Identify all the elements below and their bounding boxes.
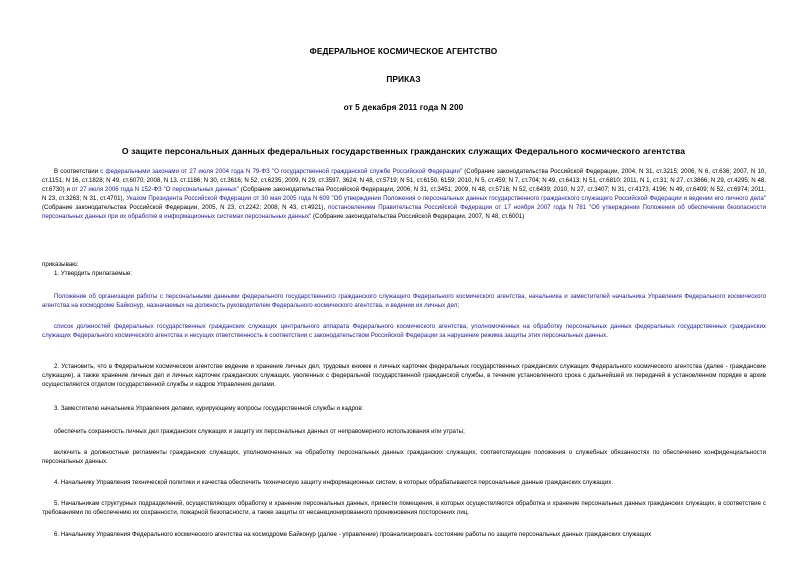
item-1b-tail: . bbox=[606, 332, 608, 339]
item-1a bbox=[42, 292, 766, 310]
document-date-number: от 5 декабря 2011 года N 200 bbox=[343, 102, 464, 112]
document-title: О защите персональных данных федеральных государственных гражданских служащих Федерального космического агентства bbox=[121, 146, 686, 156]
item-6: 6. Начальнику Управления Федерального космического агентства на космодроме Байконур (далее - управление) проанализировать состояние работы по защите персональных данных гражданских служащих bbox=[54, 531, 652, 538]
item-2: 2. Установить, что в Федеральном космическом агентстве ведение и хранение личных дел, трудовых книжек и личных карточек федеральных государственных гражданских служащих Федерального космического агентства (далее - гражданские служащие), а также хранение личных дел и личных карточек гражданских служащих, уволенных с федеральной государственной гражданской службы, в течение установленного срока с дальнейшей их передачей в установленном порядке в архив осуществляются отделом государственной службы и кадров Управления делами. bbox=[42, 363, 766, 388]
law-152-link[interactable]: от 27 июля 2006 года N 152-ФЗ "О персональных данных" bbox=[71, 186, 239, 193]
item-5: 5. Начальникам структурных подразделений, осуществляющих обработку и хранение персональных данных, привести помещения, в которых осуществляются обработка и хранение персональных данных гражданских служащих, в соответствие с требованиями по обеспечению их сохранности, пожарной безопасности, а также защиты от несанкционированного проникновения посторонних лиц. bbox=[42, 500, 766, 516]
item-3: 3. Заместителю начальника Управления делами, курирующему вопросы государственной службы и кадров: bbox=[54, 405, 364, 412]
government-resolution-link[interactable]: постановлением Правительства Российской Федерации от 17 ноября 2007 года N 781 "Об утверждении Положения об обеспечении безопасности персональных данных при их обработке в информационных системах персональных данных" bbox=[42, 204, 767, 220]
item-3b: включить в должностные регламенты гражданских служащих, уполномоченных на обработку персональных данных гражданских служащих, соответствующие положения о служебных обязанностях по обеспечению конфиденциальности персональных данных. bbox=[42, 449, 766, 465]
item-4: 4. Начальнику Управления технической политики и качества обеспечить техническую защиту информационных систем, в которых обрабатываются персональные данные гражданских служащих. bbox=[54, 479, 614, 486]
item-1b bbox=[42, 322, 766, 340]
item-1a-tail: ; bbox=[457, 302, 460, 309]
federal-laws-link[interactable]: с федеральными законами от 27 июля 2004 года N 79-ФЗ "О государственной гражданской службе Российской Федерации" bbox=[100, 168, 463, 175]
order-word: приказываю: bbox=[42, 261, 79, 268]
agency-name: ФЕДЕРАЛЬНОЕ КОСМИЧЕСКОЕ АГЕНТСТВО bbox=[309, 46, 498, 56]
preamble-text: (Собрание законодательства Российской Федерации, 2004, N 31, ст.3215; 2006, N 6, ст.636; 2007, N 10, ст.1151; N 16, ст.1828; N 49, ст.6070; 2008, N 13, ст.1186; N 30, ст.3616; N 52, ст.6235; 2009, N 29, ст.3597, 3624; N 48, ст.5719; N 51, ст.6150, 6159; 2010, N 5, ст.459; N 7, ст.704; N 49, ст.6413; N 51, ст.6810; 2011, N 1, ст.31; N 27, ст.3866; N 29, ст.4295; N 48, ст.6730) и bbox=[42, 168, 766, 193]
document-type: ПРИКАЗ bbox=[386, 74, 421, 84]
preamble-paragraph bbox=[42, 167, 766, 221]
preamble-text: (Собрание законодательства Российской Федерации, 2007, N 48, ст.6001) bbox=[311, 213, 525, 220]
item-1: 1. Утвердить прилагаемые: bbox=[54, 270, 133, 277]
item-3a: обеспечить сохранность личных дел гражданских служащих и защиту их персональных данных от неправомерного использования или утраты; bbox=[54, 428, 465, 435]
preamble-text: В соответствии bbox=[54, 168, 101, 175]
presidential-decree-link[interactable]: Указом Президента Российской Федерации от 30 мая 2005 года N 609 "Об утверждении Положения о персональных данных государственного гражданского служащего Российской Федерации и ведении его личного дела" bbox=[126, 195, 766, 202]
preamble-text: (Собрание законодательства Российской Федерации, 2005, N 23, ст.2242; 2008, N 43, ст.4921), bbox=[42, 204, 329, 211]
preamble-text: (Собрание законодательства Российской Федерации, 2006, N 31, ст.3451; 2009, N 48, ст.5716; N 52, ст.6439; 2010, N 27, ст.3407; N 31, ст.4173, 4196; N 49, ст.6409; N 52, ст.6974; 2011, N 23, ст.3263; N 31, ст.4701), bbox=[42, 186, 766, 202]
regulation-link[interactable]: Положение об организации работы с персональными данными федерального государственного гражданского служащего Федерального космического агентства, начальника и заместителей начальника Управления Федерального космического агентства на космодроме Байконур, назначаемых на должность руководителем Федерального космического агентства, и ведении их личных дел bbox=[42, 293, 766, 309]
positions-list-link[interactable]: список должностей федеральных государственных гражданских служащих центрального аппарата Федерального космического агентства, уполномоченных на обработку персональных данных федеральных государственных гражданских служащих Федерального космического агентства и несущих ответственность в соответствии с законодательством Российской Федерации за нарушение режима защиты этих персональных данных bbox=[42, 323, 766, 339]
